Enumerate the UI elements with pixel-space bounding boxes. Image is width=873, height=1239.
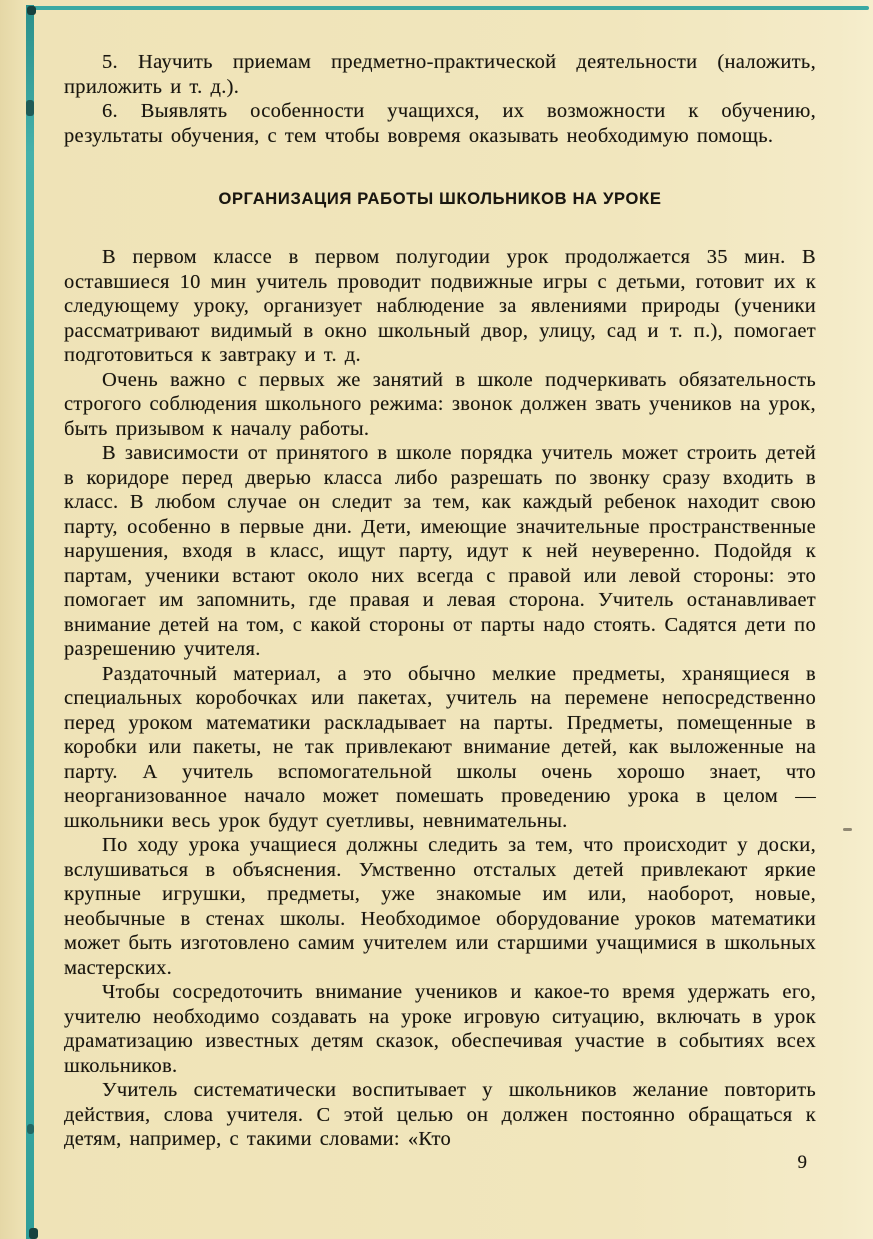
scan-speck (27, 1124, 34, 1134)
section-heading: ОРГАНИЗАЦИЯ РАБОТЫ ШКОЛЬНИКОВ НА УРОКЕ (218, 190, 662, 208)
page-number: 9 (797, 1152, 807, 1173)
paragraph: Учитель систематически воспитывает у школьников желание повторить действия, слова учителя. С этой целью он должен постоянно обращаться к детям, например, с такими словами: «Кто (64, 1079, 816, 1150)
book-edge-top (28, 6, 869, 10)
scan-speck (27, 6, 36, 15)
page-body (64, 50, 816, 1152)
paragraph: В зависимости от принятого в школе порядка учитель может строить детей в коридоре перед дверью класса либо разрешать по звонку сразу входить в класс. В любом случае он следит за тем, как каждый ребенок находит свою парту, особенно в первые дни. Дети, имеющие значительные пространственные нарушения, входя в класс, ищут парту, идут к ней неуверенно. Подойдя к партам, ученики встают около них всегда с правой или левой стороны: это помогает им запомнить, где правая и левая сторона. Учитель останавливает внимание детей на том, с какой стороны от парты надо стоять. Садятся дети по разрешению учителя. (64, 442, 816, 660)
paragraph: В первом классе в первом полугодии урок продолжается 35 мин. В оставшиеся 10 мин учитель проводит подвижные игры с детьми, готовит их к следующему уроку, организует наблюдение за явлениями природы (ученики рассматривают видимый в окно школьный двор, улицу, сад и т. п.), помогает подготовиться к завтраку и т. д. (64, 246, 816, 366)
paragraph: Раздаточный материал, а это обычно мелкие предметы, хранящиеся в специальных коробочках или пакетах, учитель на перемене непосредственно перед уроком математики раскладывает на парты. Предметы, помещенные в коробки или пакеты, не так привлекают внимание детей, как выложенные на парту. А учитель вспомогательной школы очень хорошо знает, что неорганизованное начало может помешать проведению урока в целом — школьники весь урок будут суетливы, невнимательны. (64, 662, 816, 832)
paragraph: Очень важно с первых же занятий в школе подчеркивать обязательность строгого соблюдения школьного режима: звонок должен звать учеников на урок, быть призывом к началу работы. (64, 368, 816, 440)
list-item-5: 5. Научить приемам предметно-практической деятельности (наложить, приложить и т. д.). (64, 51, 816, 98)
paragraph: По ходу урока учащиеся должны следить за тем, что происходит у доски, вслушиваться в объяснения. Умственно отсталых детей привлекают яркие крупные игрушки, предметы, уже знакомые им или, наоборот, новые, необычные в стенах школы. Необходимое оборудование уроков математики может быть изготовлено самим учителем или старшими учащимися в школьных мастерских. (64, 834, 816, 979)
scan-speck (26, 100, 34, 116)
scan-speck (843, 828, 852, 831)
book-edge-left (26, 5, 34, 1239)
paragraph: Чтобы сосредоточить внимание учеников и какое-то время удержать его, учителю необходимо создавать на уроке игровую ситуацию, включать в урок драматизацию известных детям сказок, обеспечивая участие в событиях всех школьников. (64, 981, 816, 1077)
list-item-6: 6. Выявлять особенности учащихся, их возможности к обучению, результаты обучения, с тем чтобы вовремя оказывать необходимую помощь. (64, 100, 816, 147)
scan-speck (29, 1228, 38, 1239)
